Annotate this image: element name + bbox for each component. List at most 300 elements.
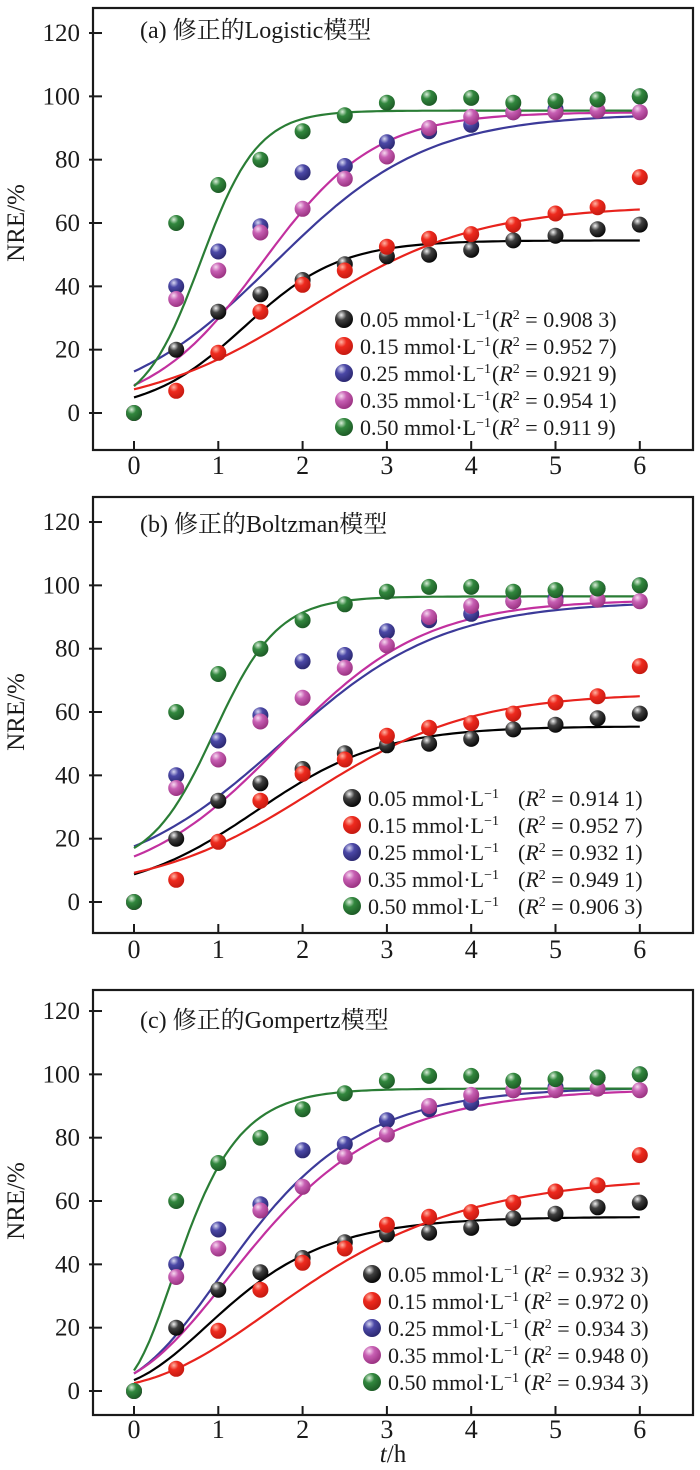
legend-marker-black [343, 789, 361, 807]
r2-sup: 2 [512, 335, 520, 350]
data-point-red [590, 688, 606, 704]
data-point-magenta [379, 149, 395, 165]
legend-marker-green [335, 418, 353, 436]
legend-conc: 0.25 mmol·L [388, 1316, 505, 1341]
data-point-black [210, 793, 226, 809]
r2-paren: ( [518, 894, 526, 919]
legend-unit-sup: −1 [484, 787, 500, 802]
data-point-green [295, 123, 311, 139]
data-point-green [210, 666, 226, 682]
data-point-red [168, 1361, 184, 1377]
legend-r2 [492, 388, 617, 413]
data-point-blue [295, 164, 311, 180]
panel-title: (a) 修正的Logistic模型 [140, 18, 372, 44]
data-point-blue [295, 653, 311, 669]
x-axis-title-var: t [379, 1441, 387, 1468]
legend-marker-red [335, 337, 353, 355]
y-tick-label: 100 [42, 1061, 80, 1089]
data-point-green [210, 177, 226, 193]
panel-title: (c) 修正的Gompertz模型 [140, 1008, 389, 1034]
data-point-green [337, 596, 353, 612]
r2-sup: 2 [544, 1371, 552, 1386]
r2-value: = 0.906 3) [545, 894, 643, 919]
r2-value: = 0.952 7) [519, 334, 617, 359]
r2-paren: ( [518, 786, 526, 811]
data-point-red [421, 720, 437, 736]
data-point-black [505, 232, 521, 248]
data-point-green [126, 1383, 142, 1399]
r2-paren: ( [518, 840, 526, 865]
x-tick-label: 5 [549, 1415, 562, 1444]
data-point-magenta [168, 1269, 184, 1285]
r2-sup: 2 [544, 1317, 552, 1332]
data-point-green [379, 95, 395, 111]
r2-value: = 0.934 3) [551, 1370, 649, 1395]
legend-unit-sup: −1 [504, 1344, 520, 1359]
x-tick-label: 4 [464, 451, 478, 480]
data-point-magenta [421, 1098, 437, 1114]
y-tick-label: 120 [42, 998, 80, 1026]
data-point-black [252, 775, 268, 791]
x-tick-label: 5 [549, 451, 562, 480]
r2-value: = 0.948 0) [551, 1343, 649, 1368]
r2-letter: R [499, 361, 513, 386]
data-point-magenta [463, 598, 479, 614]
legend-conc: 0.25 mmol·L [368, 840, 485, 865]
r2-value: = 0.934 3) [551, 1316, 649, 1341]
r2-paren: ( [492, 307, 500, 332]
r2-sup: 2 [512, 308, 520, 323]
legend-r2 [524, 1316, 649, 1341]
legend-r2 [524, 1370, 649, 1395]
x-tick-label: 2 [296, 935, 310, 964]
data-point-red [295, 766, 311, 782]
data-point-red [632, 169, 648, 185]
legend-label [388, 1343, 519, 1368]
data-point-red [505, 706, 521, 722]
r2-paren: ( [492, 361, 500, 386]
legend-unit-sup: −1 [476, 362, 492, 377]
data-point-red [168, 383, 184, 399]
data-point-black [632, 1195, 648, 1211]
legend-label [368, 786, 499, 811]
r2-value: = 0.972 0) [551, 1289, 649, 1314]
r2-sup: 2 [512, 389, 520, 404]
data-point-red [379, 728, 395, 744]
y-tick-label: 20 [55, 825, 80, 853]
x-tick-label: 6 [633, 1415, 647, 1444]
legend-label [368, 840, 499, 865]
legend-label [388, 1289, 519, 1314]
legend-marker-green [363, 1373, 381, 1391]
r2-sup: 2 [512, 416, 520, 431]
y-tick-label: 120 [42, 509, 80, 537]
data-point-green [632, 88, 648, 104]
legend-unit-sup: −1 [484, 814, 500, 829]
legend-unit-sup: −1 [504, 1263, 520, 1278]
legend-label [360, 307, 491, 332]
data-point-green [632, 577, 648, 593]
data-point-blue [379, 623, 395, 639]
data-point-magenta [632, 104, 648, 120]
data-point-magenta [632, 1082, 648, 1098]
data-point-magenta [379, 1127, 395, 1143]
data-point-black [505, 1210, 521, 1226]
legend-marker-blue [343, 843, 361, 861]
data-point-green [548, 582, 564, 598]
data-point-red [548, 1184, 564, 1200]
y-axis-title: NRE/% [3, 1162, 30, 1240]
data-point-red [463, 226, 479, 242]
x-tick-label: 3 [380, 1415, 394, 1444]
data-point-green [168, 1193, 184, 1209]
r2-letter: R [525, 840, 539, 865]
r2-sup: 2 [538, 841, 546, 856]
data-point-green [463, 579, 479, 595]
legend-unit-sup: −1 [476, 308, 492, 323]
data-point-green [210, 1155, 226, 1171]
data-point-red [210, 1323, 226, 1339]
y-tick-label: 0 [67, 889, 80, 916]
data-point-green [548, 93, 564, 109]
data-point-black [463, 1220, 479, 1236]
r2-letter: R [499, 415, 513, 440]
x-tick-label: 6 [633, 451, 647, 480]
legend-conc: 0.50 mmol·L [360, 415, 477, 440]
data-point-magenta [463, 109, 479, 125]
legend-conc: 0.35 mmol·L [368, 867, 485, 892]
data-point-green [590, 92, 606, 108]
y-tick-label: 0 [67, 1378, 80, 1405]
r2-sup: 2 [544, 1344, 552, 1359]
data-point-magenta [463, 1087, 479, 1103]
r2-letter: R [499, 334, 513, 359]
legend-marker-magenta [343, 870, 361, 888]
data-point-magenta [421, 120, 437, 136]
r2-letter: R [531, 1289, 545, 1314]
data-point-magenta [252, 714, 268, 730]
legend-marker-red [343, 816, 361, 834]
legend-marker-blue [335, 364, 353, 382]
legend-marker-red [363, 1292, 381, 1310]
data-point-magenta [379, 638, 395, 654]
data-point-green [421, 1068, 437, 1084]
legend-r2 [492, 307, 617, 332]
data-point-black [463, 242, 479, 258]
r2-paren: ( [524, 1316, 532, 1341]
legend-conc: 0.50 mmol·L [368, 894, 485, 919]
data-point-magenta [421, 609, 437, 625]
data-point-red [337, 752, 353, 768]
legend-r2 [518, 894, 643, 919]
data-point-red [295, 1255, 311, 1271]
data-point-green [505, 95, 521, 111]
data-point-magenta [632, 593, 648, 609]
r2-sup: 2 [538, 868, 546, 883]
data-point-magenta [295, 1179, 311, 1195]
data-point-magenta [168, 780, 184, 796]
legend-conc: 0.35 mmol·L [388, 1343, 505, 1368]
legend-marker-blue [363, 1319, 381, 1337]
legend-unit-sup: −1 [504, 1290, 520, 1305]
y-tick-label: 120 [42, 20, 80, 48]
data-point-red [252, 304, 268, 320]
legend-r2 [492, 415, 616, 440]
r2-letter: R [525, 786, 539, 811]
data-point-green [337, 107, 353, 123]
data-point-black [590, 710, 606, 726]
data-point-magenta [295, 201, 311, 217]
data-point-magenta [210, 263, 226, 279]
x-tick-label: 3 [380, 451, 394, 480]
legend-r2 [518, 867, 643, 892]
y-tick-label: 40 [55, 762, 80, 790]
data-point-magenta [210, 1241, 226, 1257]
legend-conc: 0.05 mmol·L [368, 786, 485, 811]
r2-value: = 0.932 1) [545, 840, 643, 865]
data-point-magenta [337, 660, 353, 676]
x-tick-label: 1 [211, 451, 225, 480]
data-point-blue [210, 244, 226, 260]
legend-unit-sup: −1 [504, 1371, 520, 1386]
r2-letter: R [525, 867, 539, 892]
r2-paren: ( [492, 334, 500, 359]
r2-value: = 0.911 9) [519, 415, 616, 440]
r2-sup: 2 [544, 1290, 552, 1305]
data-point-black [632, 706, 648, 722]
legend-marker-magenta [363, 1346, 381, 1364]
data-point-green [421, 579, 437, 595]
data-point-black [421, 736, 437, 752]
data-point-black [505, 721, 521, 737]
x-tick-label: 4 [464, 935, 478, 964]
y-axis-title: NRE/% [3, 673, 30, 751]
y-tick-label: 20 [55, 1314, 80, 1342]
data-point-black [210, 304, 226, 320]
data-point-green [252, 1130, 268, 1146]
data-point-black [590, 1199, 606, 1215]
data-point-green [379, 1073, 395, 1089]
legend-conc: 0.15 mmol·L [388, 1289, 505, 1314]
legend-label [368, 867, 499, 892]
data-point-red [463, 1204, 479, 1220]
legend-r2 [518, 813, 643, 838]
r2-letter: R [499, 307, 513, 332]
legend-unit-sup: −1 [484, 868, 500, 883]
data-point-green [337, 1085, 353, 1101]
r2-value: = 0.952 7) [545, 813, 643, 838]
x-tick-label: 4 [464, 1415, 478, 1444]
y-tick-label: 20 [55, 336, 80, 364]
data-point-red [379, 1217, 395, 1233]
y-tick-label: 60 [55, 210, 80, 238]
legend-label [368, 813, 499, 838]
data-point-blue [210, 733, 226, 749]
data-point-red [421, 231, 437, 247]
data-point-black [590, 221, 606, 237]
data-point-red [337, 263, 353, 279]
data-point-green [548, 1071, 564, 1087]
x-tick-label: 0 [127, 935, 141, 964]
r2-letter: R [531, 1370, 545, 1395]
data-point-green [126, 405, 142, 421]
x-tick-label: 0 [127, 1415, 141, 1444]
x-tick-label: 6 [633, 935, 647, 964]
y-tick-label: 60 [55, 699, 80, 727]
data-point-black [168, 831, 184, 847]
data-point-black [548, 717, 564, 733]
x-tick-label: 1 [211, 1415, 225, 1444]
data-point-red [295, 277, 311, 293]
y-tick-label: 100 [42, 83, 80, 111]
legend-conc: 0.50 mmol·L [388, 1370, 505, 1395]
x-axis-title-unit: /h [386, 1441, 407, 1468]
data-point-blue [379, 1112, 395, 1128]
y-axis-title: NRE/% [3, 184, 30, 262]
legend-unit-sup: −1 [484, 895, 500, 910]
data-point-black [421, 247, 437, 263]
r2-paren: ( [524, 1289, 532, 1314]
data-point-black [421, 1225, 437, 1241]
panel-b-chart [0, 492, 700, 985]
y-tick-label: 0 [67, 400, 80, 427]
x-axis-title [380, 1441, 407, 1468]
y-tick-label: 40 [55, 1251, 80, 1279]
r2-letter: R [525, 813, 539, 838]
y-tick-label: 80 [55, 1124, 80, 1152]
legend-label [388, 1316, 519, 1341]
legend-r2 [524, 1343, 649, 1368]
data-point-green [379, 584, 395, 600]
data-point-green [590, 581, 606, 597]
data-point-magenta [168, 291, 184, 307]
data-point-red [421, 1209, 437, 1225]
data-point-green [295, 1101, 311, 1117]
legend-label [360, 334, 491, 359]
r2-paren: ( [524, 1343, 532, 1368]
data-point-green [252, 152, 268, 168]
y-tick-label: 40 [55, 273, 80, 301]
x-tick-label: 2 [296, 1415, 310, 1444]
r2-paren: ( [524, 1370, 532, 1395]
r2-sup: 2 [538, 814, 546, 829]
data-point-green [632, 1066, 648, 1082]
x-tick-label: 3 [380, 935, 394, 964]
legend-r2 [492, 361, 617, 386]
data-point-red [632, 658, 648, 674]
legend-r2 [524, 1262, 649, 1287]
data-point-green [505, 584, 521, 600]
data-point-black [252, 286, 268, 302]
legend-r2 [518, 840, 643, 865]
legend-marker-magenta [335, 391, 353, 409]
r2-value: = 0.914 1) [545, 786, 643, 811]
data-point-red [210, 834, 226, 850]
data-point-magenta [252, 1203, 268, 1219]
y-tick-label: 100 [42, 572, 80, 600]
legend-label [368, 894, 499, 919]
data-point-green [126, 894, 142, 910]
legend-conc: 0.15 mmol·L [360, 334, 477, 359]
data-point-magenta [337, 1149, 353, 1165]
r2-letter: R [525, 894, 539, 919]
r2-paren: ( [518, 813, 526, 838]
legend-unit-sup: −1 [476, 335, 492, 350]
x-tick-label: 0 [127, 451, 141, 480]
data-point-black [252, 1264, 268, 1280]
data-point-red [337, 1241, 353, 1257]
data-point-black [210, 1282, 226, 1298]
data-point-green [295, 612, 311, 628]
data-point-blue [379, 134, 395, 150]
data-point-red [252, 793, 268, 809]
r2-letter: R [531, 1262, 545, 1287]
data-point-red [505, 1195, 521, 1211]
legend-marker-black [363, 1265, 381, 1283]
data-point-black [632, 217, 648, 233]
data-point-green [168, 215, 184, 231]
data-point-black [463, 731, 479, 747]
data-point-green [505, 1073, 521, 1089]
data-point-magenta [210, 752, 226, 768]
r2-paren: ( [492, 388, 500, 413]
legend-label [360, 415, 491, 440]
data-point-black [168, 342, 184, 358]
legend-unit-sup: −1 [484, 841, 500, 856]
y-tick-label: 80 [55, 635, 80, 663]
data-point-red [632, 1147, 648, 1163]
data-point-black [548, 228, 564, 244]
r2-sup: 2 [512, 362, 520, 377]
r2-letter: R [531, 1316, 545, 1341]
r2-sup: 2 [544, 1263, 552, 1278]
r2-paren: ( [524, 1262, 532, 1287]
r2-paren: ( [518, 867, 526, 892]
legend-label [360, 388, 491, 413]
data-point-magenta [252, 225, 268, 241]
data-point-red [590, 199, 606, 215]
legend-label [360, 361, 491, 386]
panel-c-chart [0, 985, 700, 1470]
r2-value: = 0.954 1) [519, 388, 617, 413]
legend-unit-sup: −1 [476, 389, 492, 404]
legend-conc: 0.25 mmol·L [360, 361, 477, 386]
r2-value: = 0.949 1) [545, 867, 643, 892]
data-point-black [548, 1206, 564, 1222]
x-tick-label: 1 [211, 935, 225, 964]
y-tick-label: 60 [55, 1188, 80, 1216]
legend-marker-black [335, 310, 353, 328]
panel-a-chart [0, 0, 700, 492]
r2-value: = 0.908 3) [519, 307, 617, 332]
data-point-magenta [295, 690, 311, 706]
legend-conc: 0.35 mmol·L [360, 388, 477, 413]
r2-sup: 2 [538, 787, 546, 802]
data-point-green [590, 1070, 606, 1086]
x-tick-label: 2 [296, 451, 310, 480]
legend-label [388, 1370, 519, 1395]
legend-marker-green [343, 897, 361, 915]
x-tick-label: 5 [549, 935, 562, 964]
data-point-red [505, 217, 521, 233]
data-point-red [210, 345, 226, 361]
data-point-green [463, 90, 479, 106]
legend-label [388, 1262, 519, 1287]
legend-r2 [492, 334, 617, 359]
data-point-blue [210, 1222, 226, 1238]
legend-unit-sup: −1 [504, 1317, 520, 1332]
data-point-green [463, 1068, 479, 1084]
